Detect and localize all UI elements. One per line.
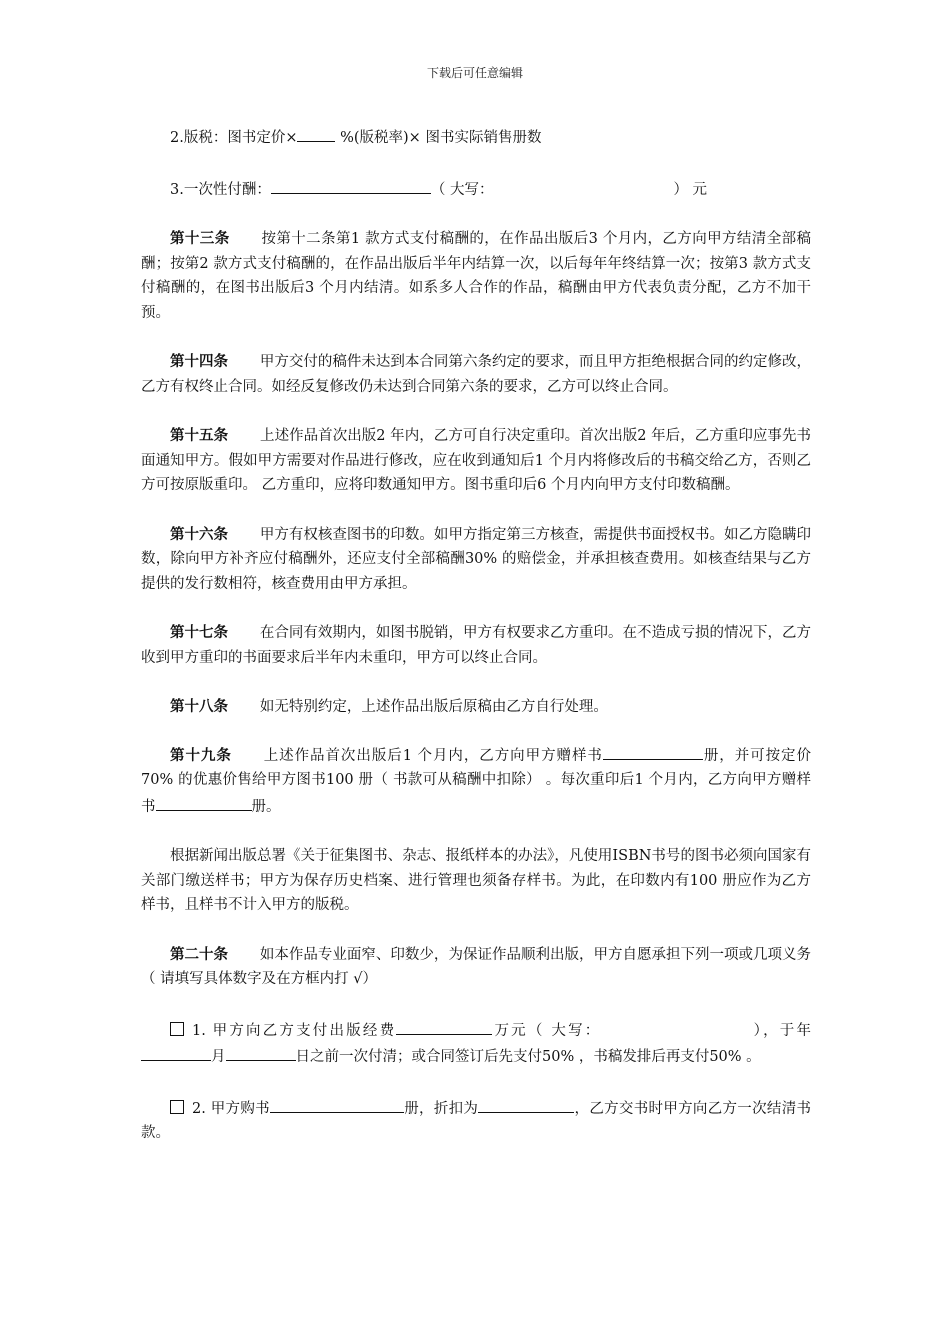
year-blank[interactable] [141, 1043, 211, 1061]
article-19: 第十九条 上述作品首次出版后1 个月内，乙方向甲方赠样书 册，并可按定价70% 的优惠价售给甲方图书100 册（ 书款可从稿酬中扣除） 。每次重印后1 个月内，乙方向甲方赠样书 册。 [141, 742, 811, 820]
royalty-rate-blank[interactable] [297, 124, 335, 142]
article-14: 第十四条 甲方交付的稿件未达到本合同第六条约定的要求，而且甲方拒绝根据合同的约定修改，乙方有权终止合同。如经反复修改仍未达到合同第六条的要求，乙方可以终止合同。 [141, 353, 812, 395]
article-16: 第十六条 甲方有权核查图书的印数。如甲方指定第三方核查，需提供书面授权书。如乙方隐瞒印数，除向甲方补齐应付稿酬外，还应支付全部稿酬30% 的赔偿金，并承担核查费用。如核查结果与乙方提供的发行数相符，核查费用由甲方承担。 [141, 525, 812, 592]
contract-body [141, 124, 811, 1171]
article-title: 第十七条 [170, 624, 229, 641]
article-title: 第二十条 [170, 945, 229, 963]
isbn-paragraph: 根据新闻出版总署《关于征集图书、杂志、报纸样本的办法》，凡使用ISBN书号的图书必须向国家有关部门缴送样书；甲方为保存历史档案、进行管理也须备存样书。为此，在印数内有100 册应作为乙方样书，且样书不计入甲方的版税。 [141, 848, 811, 913]
month-blank[interactable] [226, 1043, 296, 1061]
article-title: 第十三条 [170, 230, 230, 247]
article-title: 第十九条 [170, 746, 232, 764]
reprint-sample-copies-blank[interactable] [156, 793, 252, 811]
article-title: 第十五条 [170, 427, 229, 444]
article-20: 第二十条 如本作品专业面窄、印数少，为保证作品顺利出版，甲方自愿承担下列一项或几项义务（ 请填写具体数字及在方框内打 √） [141, 945, 812, 987]
funding-amount-blank[interactable] [396, 1017, 492, 1035]
article-title: 第十四条 [170, 353, 229, 370]
option-2: 2. 甲方购书 册，折扣为 ，乙方交书时甲方向乙方一次结清书款。 [141, 1095, 811, 1146]
article-title: 第十八条 [170, 698, 228, 715]
article-18: 第十八条 如无特别约定，上述作品出版后原稿由乙方自行处理。 [170, 698, 608, 715]
royalty-clause: 2.版税：图书定价× %(版税率)× 图书实际销售册数 [141, 124, 811, 151]
option-2-checkbox[interactable] [170, 1100, 184, 1114]
lump-sum-amount-blank[interactable] [271, 176, 431, 194]
article-17: 第十七条 在合同有效期内，如图书脱销，甲方有权要求乙方重印。在不造成亏损的情况下，乙方收到甲方重印的书面要求后半年内未重印，甲方可以终止合同。 [141, 624, 812, 666]
article-title: 第十六条 [170, 525, 229, 543]
option-1: 1. 甲方向乙方支付出版经费 万元（ 大写： ），于年月 日之前一次付清；或合同签订后先支付50% ，书稿发排后再支付50% 。 [141, 1017, 811, 1070]
discount-blank[interactable] [478, 1095, 574, 1113]
lump-sum-clause: 3.一次性付酬： （ 大写： ） 元 [141, 176, 811, 203]
page-header-note: 下载后可任意编辑 [426, 66, 523, 80]
purchase-copies-blank[interactable] [270, 1095, 404, 1113]
article-15: 第十五条 上述作品首次出版2 年内，乙方可自行决定重印。首次出版2 年后，乙方重印应事先书面通知甲方。假如甲方需要对作品进行修改，应在收到通知后1 个月内将修改后的书稿交给乙方，否则乙方可按原版重印。 乙方重印，应将印数通知甲方。图书重印后6 个月内向甲方支付印数稿酬。 [141, 427, 811, 493]
article-13: 第十三条 按第十二条第1 款方式支付稿酬的，在作品出版后3 个月内，乙方向甲方结清全部稿酬；按第2 款方式支付稿酬的，在作品出版后半年内结算一次，以后每年年终结算一次；按第3 款方式支付稿酬的，在图书出版后3 个月内结清。如系多人合作的作品，稿酬由甲方代表负责分配，乙方不加干预。 [141, 230, 811, 321]
sample-copies-blank[interactable] [603, 742, 703, 760]
option-1-checkbox[interactable] [170, 1022, 184, 1036]
